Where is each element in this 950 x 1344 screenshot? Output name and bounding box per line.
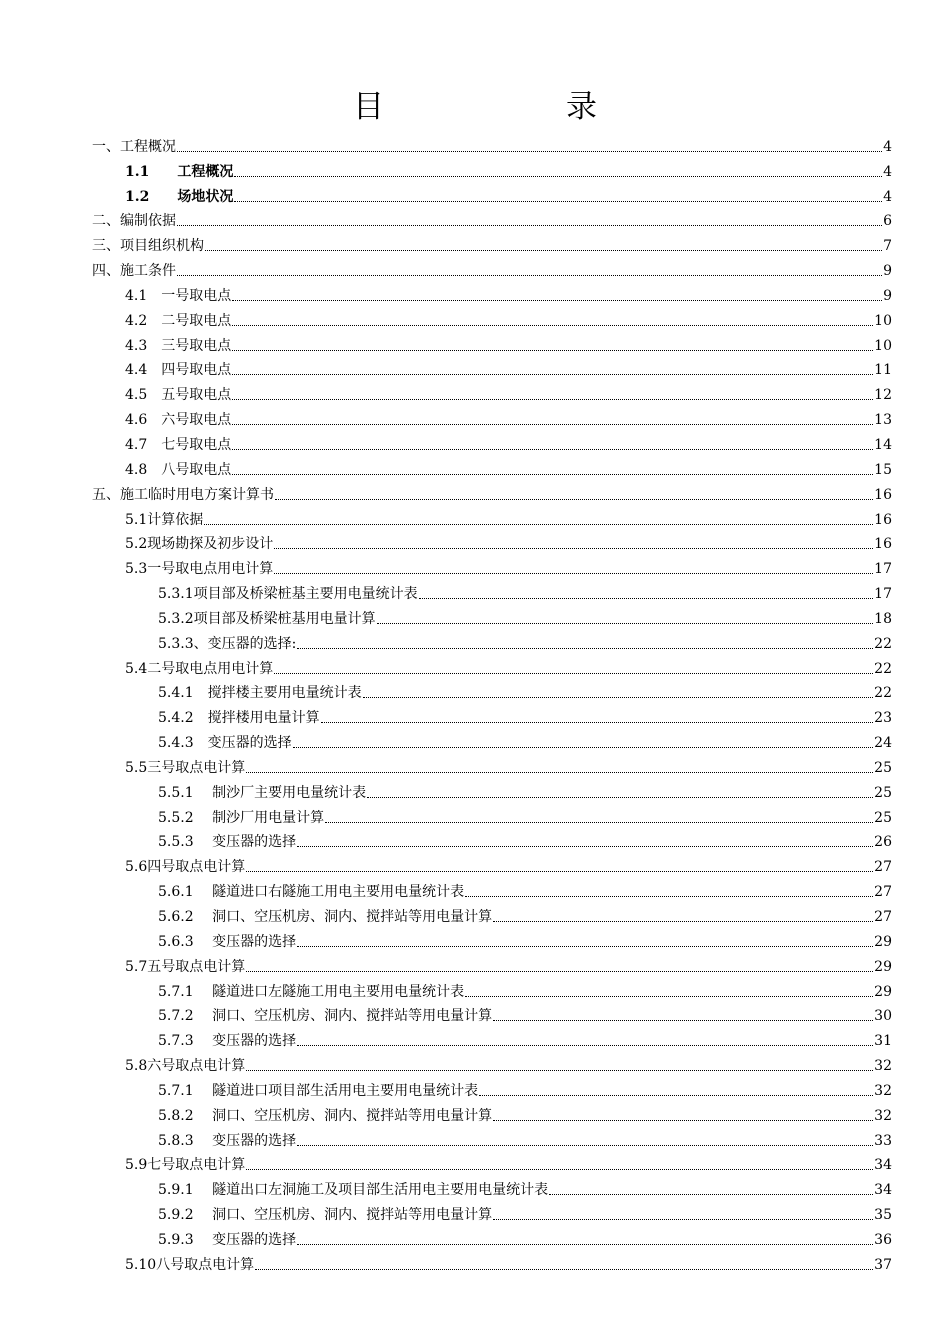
toc-entry[interactable]: 5.1计算依据 16 [125,511,892,528]
dot-leader [297,1145,873,1146]
toc-entry[interactable]: 5.7.2 洞口、空压机房、洞内、搅拌站等用电量计算 30 [158,1008,892,1025]
toc-entry[interactable]: 5.6.3 变压器的选择 29 [158,933,892,950]
toc-entry[interactable]: 5.8.3 变压器的选择 33 [158,1132,892,1149]
toc-entry[interactable]: 5.4.3 变压器的选择 24 [158,735,892,752]
toc-entry[interactable]: 5.6.1 隧道进口右隧施工用电主要用电量统计表 27 [158,884,892,901]
toc-entry[interactable]: 1.2 场地状况 4 [125,188,892,205]
toc-entry[interactable]: 5.4二号取电点用电计算 22 [125,660,892,677]
toc-entry[interactable]: 4.8 八号取电点 15 [125,461,892,478]
toc-entry[interactable]: 五、施工临时用电方案计算书 16 [92,486,892,503]
toc-entry[interactable]: 5.6四号取点电计算 27 [125,859,892,876]
dot-leader [321,722,874,723]
toc-entry[interactable]: 4.7 七号取电点 14 [125,436,892,453]
dot-leader [232,374,873,375]
dot-leader [367,797,873,798]
table-of-contents [0,131,950,1274]
dot-leader [232,300,882,301]
toc-entry[interactable]: 5.4.1 搅拌楼主要用电量统计表 22 [158,685,892,702]
dot-leader [297,648,873,649]
toc-entry[interactable]: 四、施工条件 9 [92,263,892,280]
dot-leader [246,971,873,972]
dot-leader [363,697,874,698]
dot-leader [297,1244,873,1245]
dot-leader [293,747,874,748]
toc-entry[interactable]: 5.7五号取点电计算 29 [125,958,892,975]
dot-leader [246,1070,873,1071]
toc-entry[interactable]: 5.9.2 洞口、空压机房、洞内、搅拌站等用电量计算 35 [158,1207,892,1224]
toc-entry[interactable]: 5.9七号取点电计算 34 [125,1157,892,1174]
dot-leader [325,822,873,823]
dot-leader [493,1120,873,1121]
dot-leader [275,499,873,500]
toc-entry[interactable]: 5.8.2 洞口、空压机房、洞内、搅拌站等用电量计算 32 [158,1107,892,1124]
toc-entry[interactable]: 三、项目组织机构 7 [92,238,892,255]
dot-leader [377,623,874,624]
dot-leader [232,350,873,351]
toc-entry[interactable]: 5.5三号取点电计算 25 [125,759,892,776]
dot-leader [232,449,873,450]
toc-entry[interactable]: 5.3.1项目部及桥梁桩基主要用电量统计表 17 [158,586,892,603]
dot-leader [232,399,873,400]
toc-entry[interactable]: 4.4 四号取电点 11 [125,362,892,379]
dot-leader [297,1045,873,1046]
toc-entry[interactable]: 5.5.3 变压器的选择 26 [158,834,892,851]
toc-entry[interactable]: 5.3.2项目部及桥梁桩基用电量计算 18 [158,610,892,627]
toc-entry[interactable]: 4.6 六号取电点 13 [125,412,892,429]
dot-leader [234,201,882,202]
toc-entry[interactable]: 5.5.1 制沙厂主要用电量统计表 25 [158,784,892,801]
toc-entry[interactable]: 4.5 五号取电点 12 [125,387,892,404]
dot-leader [177,151,882,152]
toc-entry[interactable]: 5.4.2 搅拌楼用电量计算 23 [158,710,892,727]
dot-leader [297,946,873,947]
dot-leader [255,1269,873,1270]
dot-leader [232,424,873,425]
dot-leader [465,896,873,897]
toc-entry[interactable]: 5.7.3 变压器的选择 31 [158,1033,892,1050]
dot-leader [234,176,882,177]
toc-entry[interactable]: 4.1 一号取电点 9 [125,287,892,304]
dot-leader [274,548,873,549]
toc-entry[interactable]: 5.7.1 隧道进口项目部生活用电主要用电量统计表 32 [158,1082,892,1099]
dot-leader [274,673,873,674]
toc-entry[interactable]: 二、编制依据 6 [92,213,892,230]
toc-entry[interactable]: 5.3一号取电点用电计算 17 [125,561,892,578]
toc-entry[interactable]: 4.3 三号取电点 10 [125,337,892,354]
toc-entry[interactable]: 5.6.2 洞口、空压机房、洞内、搅拌站等用电量计算 27 [158,909,892,925]
dot-leader [419,598,874,599]
dot-leader [246,1169,873,1170]
dot-leader [232,325,873,326]
dot-leader [177,275,882,276]
dot-leader [205,250,882,251]
dot-leader [204,524,873,525]
dot-leader [493,1020,873,1021]
dot-leader [297,846,873,847]
dot-leader [232,474,873,475]
dot-leader [479,1095,873,1096]
toc-entry[interactable]: 5.3.3、变压器的选择: 22 [158,635,892,652]
dot-leader [274,573,873,574]
toc-entry[interactable]: 5.10八号取点电计算 37 [125,1256,892,1273]
dot-leader [549,1194,873,1195]
toc-entry[interactable]: 一、工程概况 4 [92,138,892,155]
toc-entry[interactable]: 4.2 二号取电点 10 [125,312,892,329]
dot-leader [493,921,873,922]
toc-entry[interactable]: 5.9.3 变压器的选择 36 [158,1231,892,1248]
toc-entry[interactable]: 5.7.1 隧道进口左隧施工用电主要用电量统计表 29 [158,983,892,1000]
toc-entry[interactable]: 5.2现场勘探及初步设计 16 [125,536,892,553]
dot-leader [246,871,873,872]
toc-entry[interactable]: 5.8六号取点电计算 32 [125,1058,892,1075]
dot-leader [246,772,873,773]
dot-leader [177,225,882,226]
toc-entry[interactable]: 1.1 工程概况 4 [125,163,892,180]
dot-leader [465,996,873,997]
dot-leader [493,1219,873,1220]
toc-entry[interactable]: 5.9.1 隧道出口左洞施工及项目部生活用电主要用电量统计表 34 [158,1182,892,1199]
toc-title: 目 录 [353,89,637,125]
toc-entry[interactable]: 5.5.2 制沙厂用电量计算 25 [158,809,892,826]
